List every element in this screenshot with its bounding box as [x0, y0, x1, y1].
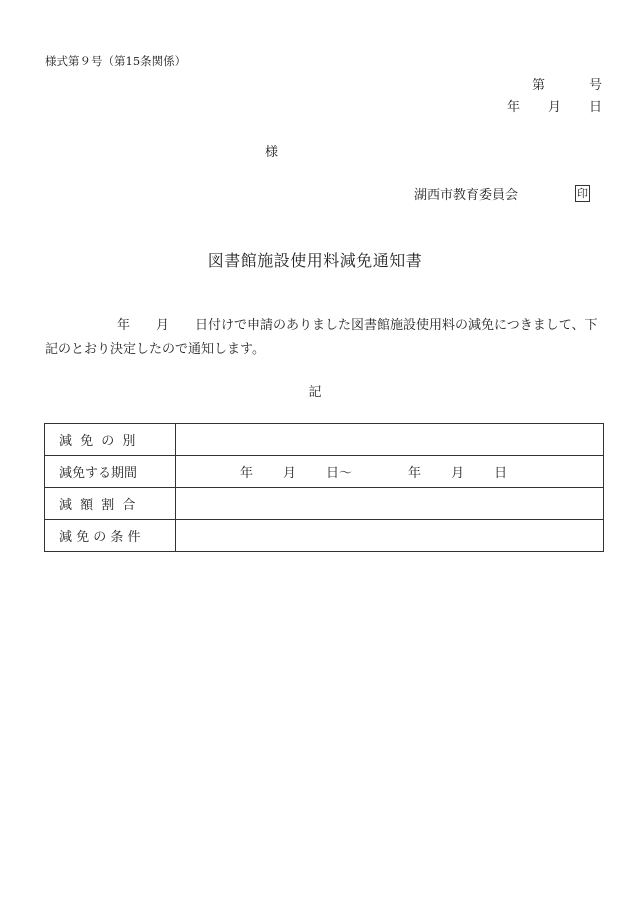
body-year: 年 — [117, 318, 131, 333]
body-month: 月 — [156, 318, 170, 333]
row-label-exemption-conditions: 減 免 の 条 件 — [45, 520, 176, 552]
table-row — [45, 520, 604, 552]
issuer-name: 湖西市教育委員会 — [414, 188, 519, 203]
form-number: 様式第９号（第15条関係） — [45, 54, 187, 68]
row-value-exemption-type — [176, 424, 604, 456]
period-to-year: 年 — [408, 466, 422, 481]
table-row — [45, 488, 604, 520]
document-number-prefix: 第 — [531, 78, 545, 93]
period-to-month: 月 — [451, 466, 465, 481]
notice-body — [45, 314, 605, 362]
document-title: 図書館施設使用料減免通知書 — [207, 251, 423, 270]
seal-mark: 印 — [577, 187, 588, 200]
issue-date — [507, 96, 602, 115]
ki-heading: 記 — [308, 385, 322, 400]
document-number — [532, 74, 602, 93]
issue-date-month: 月 — [547, 100, 561, 115]
period-from-day: 日～ — [326, 466, 353, 481]
row-label-reduction-rate: 減 額 割 合 — [45, 488, 176, 520]
period-to-day: 日 — [494, 466, 508, 481]
row-label-exemption-type: 減 免 の 別 — [45, 424, 176, 456]
row-label-exemption-period: 減免する期間 — [45, 456, 176, 488]
row-value-exemption-period — [176, 456, 604, 488]
issue-date-day: 日 — [588, 100, 602, 115]
table-row — [45, 424, 604, 456]
addressee-honorific: 様 — [265, 145, 279, 160]
period-from-month: 月 — [283, 466, 297, 481]
details-table — [44, 423, 604, 552]
row-value-exemption-conditions — [176, 520, 604, 552]
issue-date-year: 年 — [506, 100, 520, 115]
period-from-year: 年 — [240, 466, 254, 481]
table-row — [45, 456, 604, 488]
document-number-suffix: 号 — [588, 78, 602, 93]
body-text: 日付けで申請のありました図書館施設使用料の減免につきまして、下記のとおり決定したので通知します。 — [45, 318, 598, 357]
row-value-reduction-rate — [176, 488, 604, 520]
